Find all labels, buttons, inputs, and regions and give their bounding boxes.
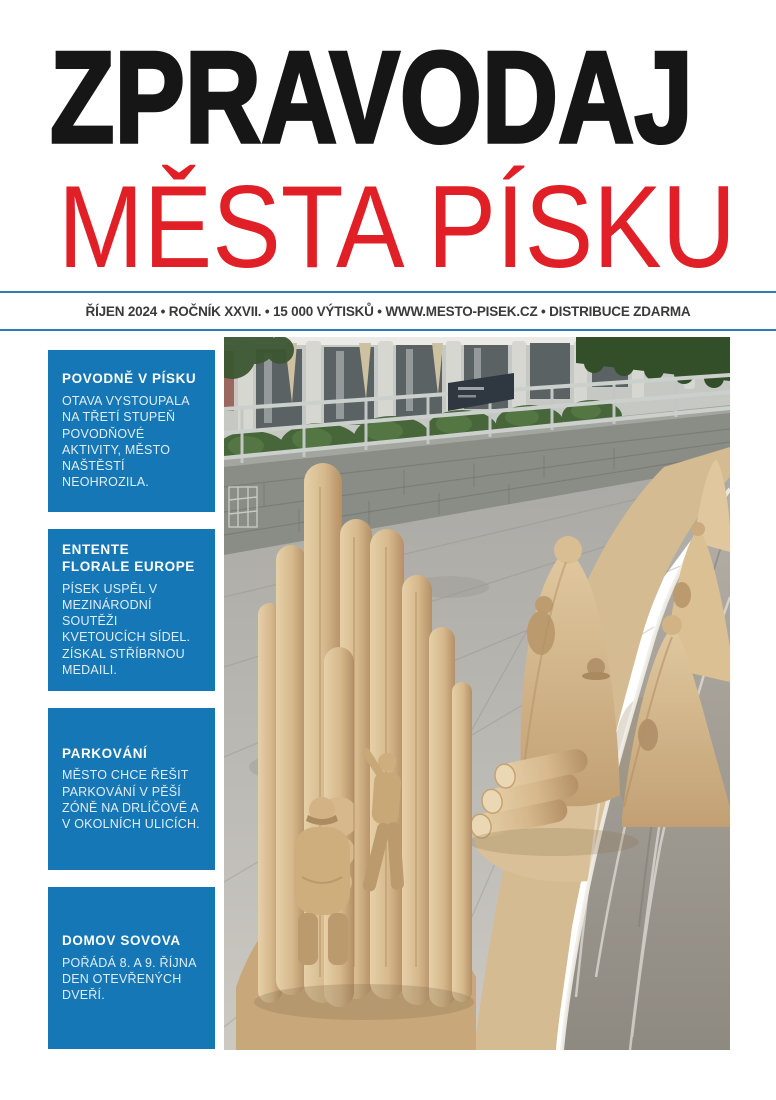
issue-info-bar bbox=[0, 291, 776, 331]
teaser-body: PÍSEK USPĚL V MEZINÁRODNÍ SOUTĚŽI KVETOUCÍCH SÍDEL. ZÍSKAL STŘÍBRNOU MEDAILI. bbox=[62, 581, 191, 677]
teaser-box-entente-florale bbox=[48, 529, 215, 691]
teaser-body: OTAVA VYSTOUPALA NA TŘETÍ STUPEŇ POVODŇOVÉ AKTIVITY, MĚSTO NAŠTĚSTÍ NEOHROZILA. bbox=[62, 394, 190, 490]
teaser-body: MĚSTO CHCE ŘEŠIT PARKOVÁNÍ V PĚŠÍ ZÓNĚ NA DRLÍČOVĚ A V OKOLNÍCH ULICÍCH. bbox=[62, 768, 200, 832]
masthead-title-line1: ZPRAVODAJ bbox=[50, 24, 693, 170]
masthead-title-line2: MĚSTA PÍSKU bbox=[58, 161, 736, 285]
teaser-title: PARKOVÁNÍ bbox=[62, 745, 148, 761]
cover-photo-illustration bbox=[224, 337, 730, 1050]
teaser-box-parkovani bbox=[48, 708, 215, 870]
teaser-title: ENTENTE FLORALE EUROPE bbox=[62, 541, 195, 574]
teaser-column bbox=[48, 350, 215, 1066]
teaser-box-povodne bbox=[48, 350, 215, 512]
teaser-body: POŘÁDÁ 8. A 9. ŘÍJNA DEN OTEVŘENÝCH DVEŘÍ. bbox=[62, 955, 196, 1003]
issue-info-text: ŘÍJEN 2024 • ROČNÍK XXVII. • 15 000 VÝTISKŮ • WWW.MESTO-PISEK.CZ • DISTRIBUCE ZDARMA bbox=[85, 303, 691, 319]
teaser-box-domov-sovova bbox=[48, 887, 215, 1049]
teaser-title: DOMOV SOVOVA bbox=[62, 932, 181, 948]
teaser-title: POVODNĚ V PÍSKU bbox=[62, 371, 197, 387]
masthead bbox=[0, 0, 776, 285]
cover-photo-sand-sculptures bbox=[224, 337, 730, 1050]
